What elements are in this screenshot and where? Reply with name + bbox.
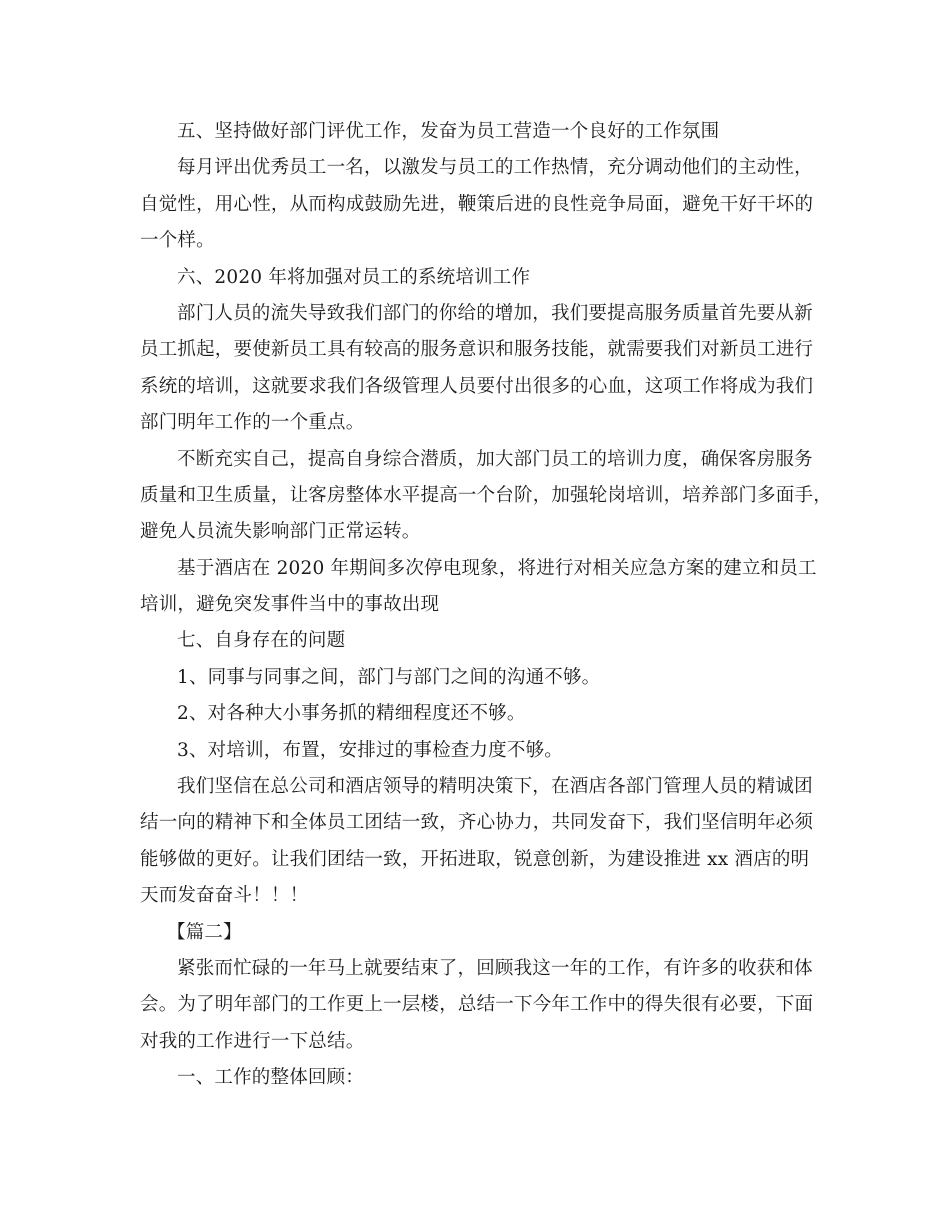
paragraph-line: 会。为了明年部门的工作更上一层楼，总结一下今年工作中的得失很有必要，下面 [140, 994, 814, 1016]
paragraph-line: 对我的工作进行一下总结。 [140, 1030, 365, 1052]
paragraph-line: 不断充实自己，提高自身综合潜质，加大部门员工的培训力度，确保客房服务 [177, 448, 813, 470]
section-heading-five: 五、坚持做好部门评优工作，发奋为员工营造一个良好的工作氛围 [177, 121, 720, 142]
paragraph-line: 每月评出优秀员工一名，以激发与员工的工作热情，充分调动他们的主动性， [177, 157, 813, 179]
paragraph-line: 员工抓起，要使新员工具有较高的服务意识和服务技能，就需要我们对新员工进行 [140, 339, 814, 361]
list-item: 3、对培训，布置，安排过的事检查力度不够。 [177, 739, 563, 761]
paragraph-line: 天而发奋奋斗！！！ [140, 885, 309, 907]
paragraph-line: 自觉性，用心性，从而构成鼓励先进，鞭策后进的良性竞争局面，避免干好干坏的 [140, 193, 814, 215]
paragraph-line: 部门明年工作的一个重点。 [140, 412, 365, 434]
section-heading-one: 一、工作的整体回顾： [177, 1067, 365, 1089]
paragraph-line: 我们坚信在总公司和酒店领导的精明决策下，在酒店各部门管理人员的精诚团 [177, 776, 813, 798]
paragraph-line: 避免人员流失影响部门正常运转。 [140, 521, 421, 543]
paragraph-line: 一个样。 [140, 230, 215, 252]
paragraph-line: 部门人员的流失导致我们部门的你给的增加，我们要提高服务质量首先要从新 [177, 302, 813, 324]
part-two-heading: 【篇二】 [167, 921, 242, 943]
paragraph-line: 质量和卫生质量，让客房整体水平提高一个台阶，加强轮岗培训，培养部门多面手， [140, 484, 832, 506]
section-heading-seven: 七、自身存在的问题 [177, 630, 346, 652]
paragraph-line: 能够做的更好。让我们团结一致，开拓进取，锐意创新，为建设推进 xx 酒店的明 [140, 848, 810, 870]
paragraph-line: 系统的培训，这就要求我们各级管理人员要付出很多的心血，这项工作将成为我们 [140, 375, 814, 397]
list-item: 2、对各种大小事务抓的精细程度还不够。 [177, 703, 526, 725]
document-body [140, 114, 832, 1097]
paragraph-line: 结一向的精神下和全体员工团结一致，齐心协力，共同发奋下，我们坚信明年必须 [140, 812, 814, 834]
paragraph-line: 培训，避免突发事件当中的事故出现 [140, 594, 440, 616]
paragraph-line: 紧张而忙碌的一年马上就要结束了，回顾我这一年的工作，有许多的收获和体 [177, 957, 813, 979]
list-item: 1、同事与同事之间，部门与部门之间的沟通不够。 [177, 666, 601, 688]
section-heading-six: 六、2020 年将加强对员工的系统培训工作 [177, 266, 531, 288]
paragraph-line: 基于酒店在 2020 年期间多次停电现象，将进行对相关应急方案的建立和员工 [177, 557, 817, 579]
